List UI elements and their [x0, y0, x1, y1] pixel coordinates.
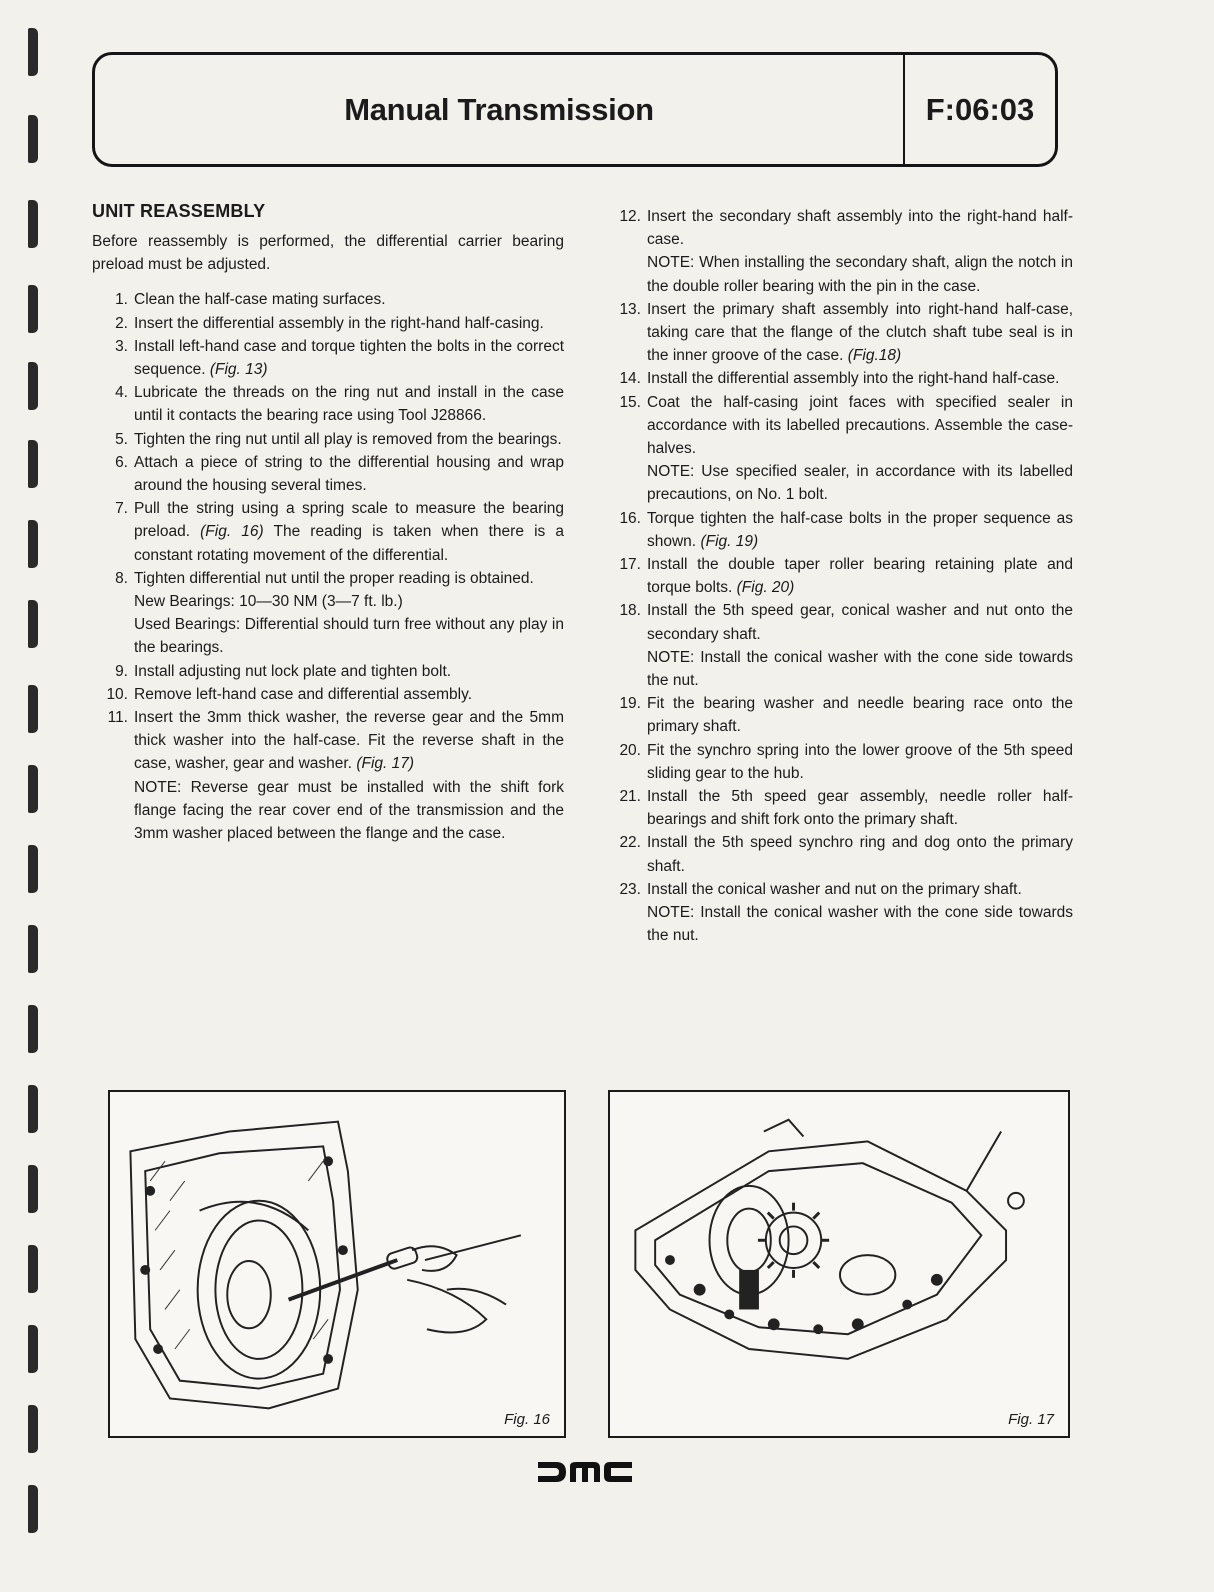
- section-heading: UNIT REASSEMBLY: [92, 201, 266, 221]
- step-number: 17.: [619, 556, 641, 574]
- step-item: [92, 706, 564, 845]
- step-item: [92, 497, 564, 567]
- step-note: NOTE: Install the conical washer with the cone side towards the nut.: [647, 648, 1073, 690]
- step-text: Install the 5th speed gear, conical washer and nut onto the secondary shaft.: [647, 602, 1073, 643]
- steps-list-right: [605, 205, 1073, 948]
- step-text: Tighten differential nut until the proper reading is obtained.: [134, 569, 534, 587]
- step-text: Install the double taper roller bearing retaining plate and torque bolts. (Fig. 20): [647, 556, 1073, 597]
- step-number: 7.: [115, 500, 128, 518]
- step-number: 11.: [107, 709, 128, 727]
- figure-16: [108, 1090, 566, 1438]
- section-code: F:06:03: [925, 91, 1035, 127]
- step-text: Pull the string using a spring scale to measure the bearing preload. (Fig. 16) The reading is taken when there is a constant rotating movement of the differential.: [134, 500, 564, 564]
- step-number: 13.: [619, 300, 641, 318]
- step-item: [605, 831, 1073, 877]
- step-text: Fit the synchro spring into the lower groove of the 5th speed sliding gear to the hub.: [647, 741, 1073, 782]
- page-header: [92, 52, 1058, 167]
- step-text: Insert the secondary shaft assembly into the right-hand half-case.: [647, 208, 1073, 249]
- step-text: Remove left-hand case and differential assembly.: [134, 685, 473, 703]
- figure-17: [608, 1090, 1070, 1438]
- step-item: [605, 599, 1073, 692]
- step-number: 12.: [619, 208, 641, 225]
- step-number: 21.: [619, 788, 641, 806]
- step-item: [605, 785, 1073, 831]
- step-note: NOTE: Use specified sealer, in accordance with its labelled precautions, on No. 1 bolt.: [647, 463, 1073, 504]
- step-number: 10.: [106, 685, 128, 703]
- steps-list-left: [92, 288, 564, 845]
- step-number: 19.: [619, 695, 641, 713]
- step-item: [92, 428, 564, 451]
- step-number: 18.: [619, 602, 641, 620]
- step-number: 6.: [115, 453, 128, 471]
- step-text: Install the 5th speed gear assembly, needle roller half-bearings and shift fork onto the primary shaft.: [647, 788, 1073, 829]
- step-text: Coat the half-casing joint faces with specified sealer in accordance with its labelled precautions. Assemble the case-halves.: [647, 393, 1073, 458]
- step-item: [92, 288, 564, 311]
- dmc-logo: [538, 1460, 632, 1484]
- differential-preload-illustration: [110, 1092, 564, 1436]
- figure-reference: (Fig. 17): [356, 755, 415, 773]
- step-item: [92, 683, 564, 706]
- step-item: [605, 692, 1073, 738]
- figure-reference: (Fig. 16): [200, 523, 264, 541]
- step-item: [92, 381, 564, 427]
- step-number: 4.: [115, 384, 128, 402]
- step-number: 16.: [619, 509, 641, 527]
- step-note: NOTE: Install the conical washer with the cone side towards the nut.: [647, 904, 1073, 945]
- step-text: Install the 5th speed synchro ring and dog onto the primary shaft.: [647, 834, 1073, 875]
- step-text: Install the conical washer and nut on the primary shaft.: [647, 880, 1022, 898]
- step-text: Install adjusting nut lock plate and tighten bolt.: [134, 662, 452, 680]
- figure-reference: (Fig.18): [847, 347, 902, 365]
- step-item: [605, 205, 1073, 298]
- step-number: 15.: [619, 393, 641, 411]
- left-column: [92, 200, 564, 845]
- step-item: [605, 553, 1073, 599]
- step-item: [92, 312, 564, 335]
- step-note: New Bearings: 10—30 NM (3—7 ft. lb.): [134, 593, 403, 611]
- step-text: Clean the half-case mating surfaces.: [134, 291, 386, 309]
- intro-paragraph: Before reassembly is performed, the differential carrier bearing preload must be adjusted.: [92, 233, 564, 274]
- step-item: [605, 739, 1073, 785]
- step-item: [92, 335, 564, 381]
- step-text: Attach a piece of string to the differential housing and wrap around the housing several times.: [134, 453, 564, 495]
- step-item: [605, 878, 1073, 948]
- step-text: Install the differential assembly into the right-hand half-case.: [647, 370, 1060, 388]
- figure-reference: (Fig. 19): [700, 532, 759, 550]
- figure-16-caption: Fig. 16: [504, 1411, 550, 1428]
- step-number: 23.: [619, 880, 641, 898]
- step-number: 2.: [115, 314, 128, 332]
- step-item: [92, 451, 564, 497]
- step-note: Used Bearings: Differential should turn free without any play in the bearings.: [134, 616, 564, 657]
- step-number: 3.: [115, 337, 128, 355]
- figure-reference: (Fig. 20): [736, 579, 795, 597]
- step-number: 1.: [115, 291, 128, 309]
- step-text: Torque tighten the half-case bolts in the proper sequence as shown. (Fig. 19): [647, 509, 1073, 550]
- step-number: 5.: [115, 430, 128, 448]
- step-number: 14.: [619, 370, 641, 388]
- step-note: NOTE: When installing the secondary shaft, align the notch in the double roller bearing with the pin in the case.: [647, 254, 1073, 295]
- step-item: [92, 567, 564, 660]
- step-text: Insert the primary shaft assembly into right-hand half-case, taking care that the flange of the clutch shaft tube seal is in the inner groove of the case. (Fig.18): [647, 300, 1073, 365]
- reverse-gear-illustration: [610, 1092, 1068, 1436]
- right-column: [605, 205, 1073, 948]
- step-text: Fit the bearing washer and needle bearing race onto the primary shaft.: [647, 695, 1073, 736]
- page-title: Manual Transmission: [344, 91, 654, 127]
- step-item: [605, 367, 1073, 390]
- step-item: [605, 507, 1073, 553]
- step-number: 9.: [115, 662, 128, 680]
- step-item: [605, 298, 1073, 368]
- step-text: Install left-hand case and torque tighten the bolts in the correct sequence. (Fig. 13): [134, 337, 564, 379]
- step-item: [605, 391, 1073, 507]
- step-item: [92, 660, 564, 683]
- step-text: Insert the differential assembly in the right-hand half-casing.: [134, 314, 544, 332]
- figure-reference: (Fig. 13): [209, 361, 268, 379]
- step-text: Insert the 3mm thick washer, the reverse gear and the 5mm thick washer into the half-case. Fit the reverse shaft in the case, washer, gear and washer. (Fig. 17): [134, 709, 564, 773]
- step-note: NOTE: Reverse gear must be installed with the shift fork flange facing the rear cover end of the transmission and the 3mm washer placed between the flange and the case.: [134, 778, 564, 843]
- step-number: 20.: [619, 741, 641, 759]
- step-number: 8.: [115, 569, 128, 587]
- step-number: 22.: [619, 834, 641, 852]
- step-text: Lubricate the threads on the ring nut and install in the case until it contacts the bearing race using Tool J28866.: [134, 384, 564, 425]
- step-text: Tighten the ring nut until all play is removed from the bearings.: [134, 430, 562, 448]
- figure-17-caption: Fig. 17: [1008, 1411, 1054, 1428]
- binder-holes: [0, 0, 40, 1592]
